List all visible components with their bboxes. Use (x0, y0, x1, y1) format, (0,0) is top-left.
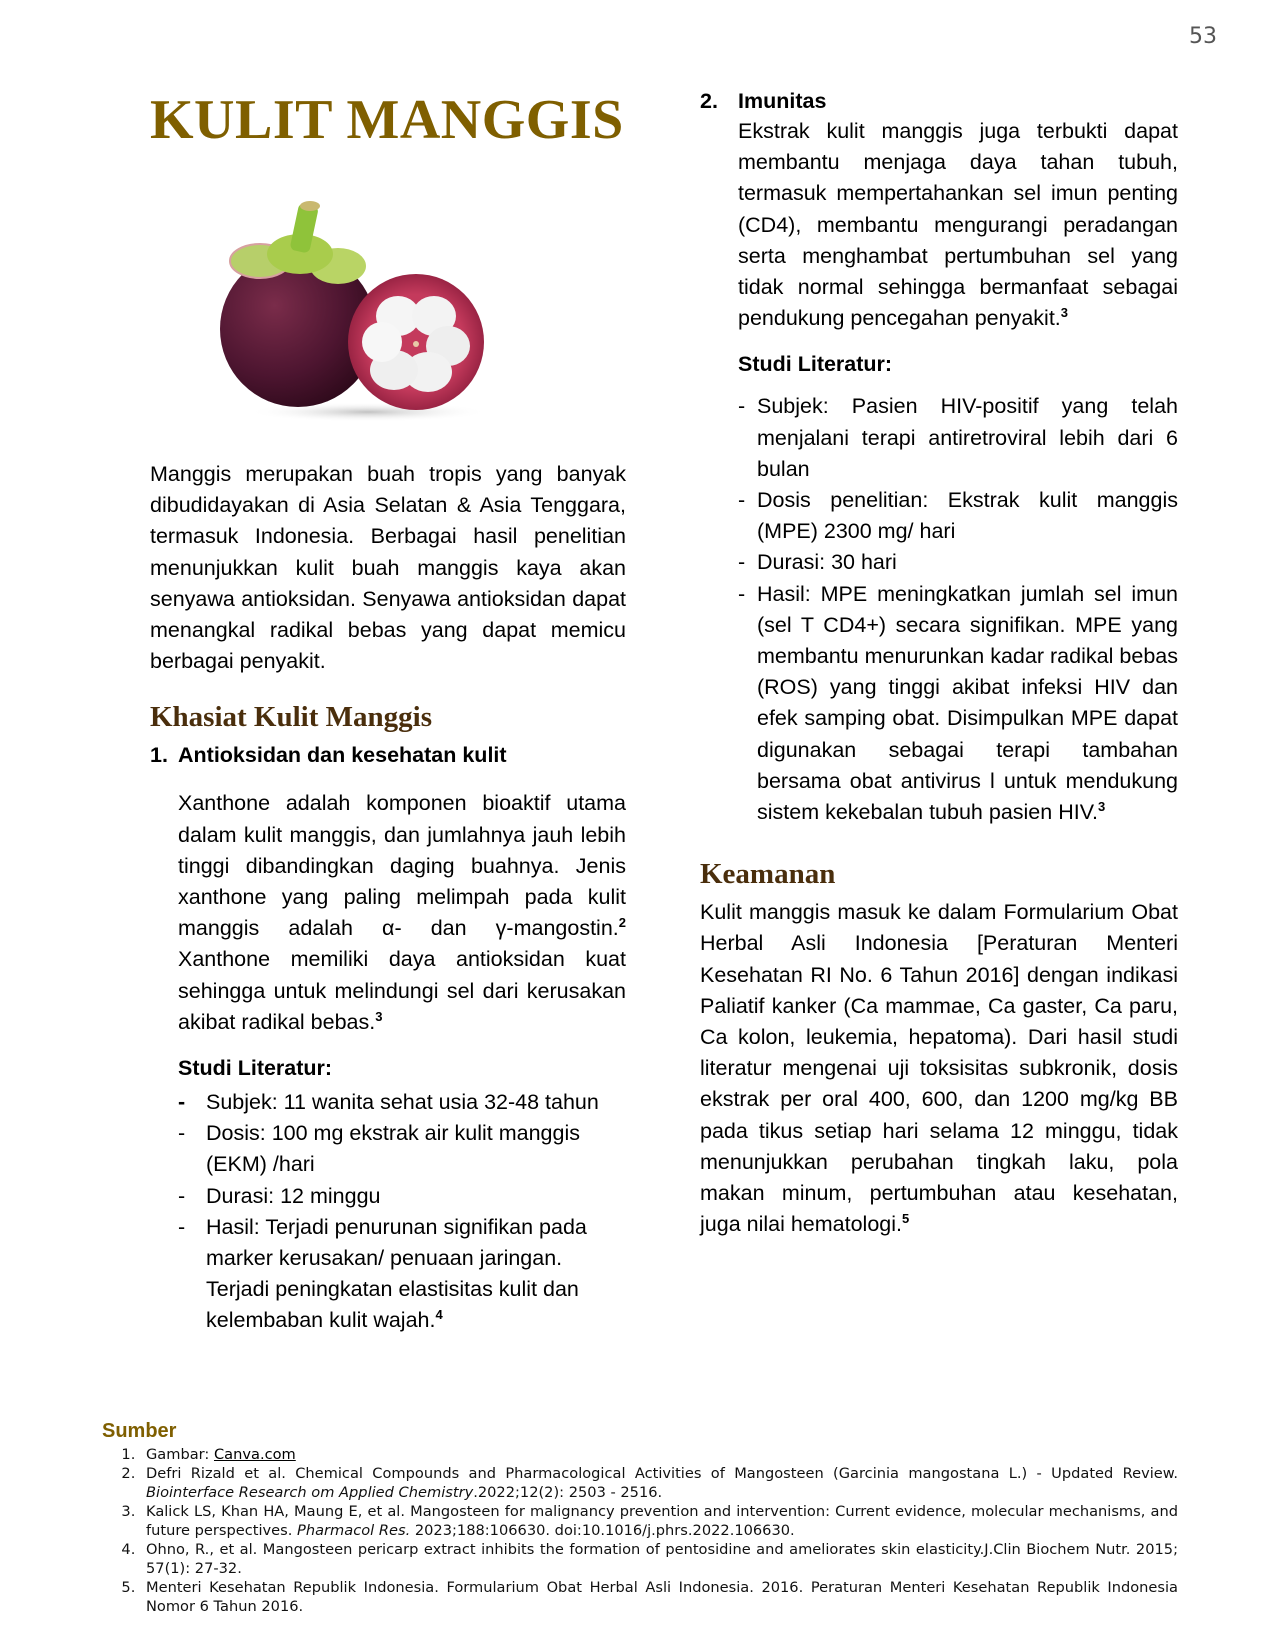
studi-item-text: Dosis penelitian: Ekstrak kulit manggis (MPE) 2300 mg/ hari (757, 488, 1178, 544)
reference-text: Ohno, R., et al. Mangosteen pericarp extract inhibits the formation of pentosidine and ameliorates skin elasticity.J.Clin Biochem Nutr. 2015; 57(1): 27-32. (146, 1541, 1178, 1577)
mangosteen-image (198, 174, 498, 429)
citation-ref: 4 (435, 1307, 443, 1323)
page-number: 53 (1189, 24, 1217, 49)
studi-item (738, 579, 1178, 829)
studi-item (738, 391, 1178, 485)
dash-bullet: - (738, 394, 746, 419)
page-title: KULIT MANGGIS (150, 89, 624, 151)
benefit-2-heading (700, 86, 1178, 116)
dash-bullet: - (178, 1090, 186, 1115)
journal-name: Pharmacol Res. (297, 1522, 411, 1539)
dash-bullet: - (738, 550, 746, 575)
studi-item (178, 1087, 626, 1118)
studi-item (738, 485, 1178, 547)
studi-item (178, 1118, 626, 1180)
benefit-1-title: Antioksidan dan kesehatan kulit (178, 743, 507, 768)
dash-bullet: - (738, 488, 746, 513)
benefit-2-body (738, 116, 1178, 828)
benefit-2-studi-list (738, 391, 1178, 828)
benefit-1-number: 1. (150, 743, 168, 768)
benefit-1-paragraph-a (178, 788, 626, 1038)
mangosteen-illustration (198, 174, 498, 429)
reference-text: Defri Rizald et al. Chemical Compounds and Pharmacological Activities of Mangosteen (Garcinia mangostana L.) - Updated Review. (146, 1465, 1178, 1482)
citation-ref: 5 (902, 1211, 910, 1227)
journal-name: Biointerface Research om Applied Chemistry (146, 1484, 474, 1501)
studi-item-text: Subjek: 11 wanita sehat usia 32-48 tahun (206, 1090, 599, 1115)
reference-item (140, 1464, 1178, 1502)
benefit-2-title: Imunitas (738, 89, 827, 113)
keamanan-heading: Keamanan (700, 858, 836, 891)
studi-item-text: Hasil: MPE meningkatkan jumlah sel imun (sel T CD4+) secara signifikan. MPE yang membantu menurunkan kadar radikal bebas (ROS) yang tinggi akibat infeksi HIV dan efek samping obat. Disimpulkan MPE dapat digunakan sebagai terapi tambahan bersama obat antivirus l untuk mendukung sistem kekebalan tubuh pasien HIV. (757, 581, 1178, 825)
khasiat-heading: Khasiat Kulit Manggis (150, 701, 432, 734)
reference-text: 2023;188:106630. doi:10.1016/j.phrs.2022.106630. (410, 1522, 795, 1539)
reference-text: Menteri Kesehatan Republik Indonesia. Formularium Obat Herbal Asli Indonesia. 2016. Peraturan Menteri Kesehatan Republik Indonesia Nomor 6 Tahun 2016. (146, 1579, 1178, 1615)
dash-bullet: - (738, 581, 746, 606)
studi-item-text: Hasil: Terjadi penurunan signifikan pada marker kerusakan/ penuaan jaringan. Terjadi peningkatan elastisitas kulit dan kelembaban kulit wajah. (206, 1214, 587, 1333)
reference-text: Gambar: (146, 1446, 214, 1463)
dash-bullet: - (178, 1183, 186, 1208)
studi-item-text: Dosis: 100 mg ekstrak air kulit manggis (EKM) /hari (206, 1121, 581, 1177)
citation-ref: 3 (1060, 305, 1069, 321)
reference-item (140, 1445, 1178, 1464)
keamanan-paragraph-text: Kulit manggis masuk ke dalam Formularium Obat Herbal Asli Indonesia [Peraturan Menteri Kesehatan RI No. 6 Tahun 2016] dengan indikasi Paliatif kanker (Ca mammae, Ca gaster, Ca paru, Ca kolon, leukemia, hepatoma). Dari hasil studi literatur mengenai uji toksisitas subkronik, dosis ekstrak per oral 400, 600, dan 1200 mg/kg BB pada tikus setiap hari selama 12 minggu, tidak menunjukkan perubahan tingkah laku, pola makan minum, pertumbuhan atau kesehatan, juga nilai hematologi. (700, 900, 1178, 1237)
keamanan-paragraph (700, 897, 1178, 1240)
dash-bullet: - (178, 1121, 186, 1146)
studi-item-text: Durasi: 30 hari (757, 550, 897, 575)
benefit-2-paragraph-text: Ekstrak kulit manggis juga terbukti dapat membantu menjaga daya tahan tubuh, termasuk mempertahankan sel imun penting (CD4), membantu mengurangi peradangan serta menghambat pertumbuhan sel yang tidak normal sehingga bermanfaat sebagai pendukung pencegahan penyakit. (738, 119, 1178, 331)
right-column (700, 86, 1178, 1241)
benefit-1-paragraph-a-text: Xanthone adalah komponen bioaktif utama dalam kulit manggis, dan jumlahnya jauh lebih tinggi dibandingkan daging buahnya. Jenis xanthone yang paling melimpah pada kulit manggis adalah α- dan γ-mangostin. (178, 791, 626, 941)
dash-bullet: - (178, 1214, 186, 1239)
reference-item (140, 1540, 1178, 1578)
reference-item (140, 1578, 1178, 1616)
citation-ref: 3 (375, 1008, 383, 1024)
sources-section (102, 1420, 1178, 1616)
studi-item (178, 1181, 626, 1212)
citation-ref: 2 (618, 915, 626, 931)
citation-ref: 3 (1098, 798, 1106, 814)
calyx-icon (230, 201, 366, 284)
reference-text: .2022;12(2): 2503 - 2516. (473, 1484, 663, 1501)
intro-paragraph: Manggis merupakan buah tropis yang banyak dibudidayakan di Asia Selatan & Asia Tenggara, termasuk Indonesia. Berbagai hasil penelitian menunjukkan kulit buah manggis kaya akan senyawa antioksidan. Senyawa antioksidan dapat menangkal radikal bebas yang dapat memicu berbagai penyakit. (150, 462, 626, 674)
studi-item (178, 1212, 626, 1337)
benefit-1-body (178, 788, 626, 1336)
studi-item (738, 547, 1178, 578)
left-column (150, 88, 626, 1337)
reference-item (140, 1502, 1178, 1540)
benefit-1-studi-list (178, 1087, 626, 1337)
benefit-1-studi-label: Studi Literatur: (178, 1056, 333, 1081)
reference-list (102, 1445, 1178, 1616)
studi-item-text: Durasi: 12 minggu (206, 1183, 381, 1208)
sources-title: Sumber (102, 1420, 177, 1442)
studi-item-text: Subjek: Pasien HIV-positif yang telah menjalani terapi antiretroviral lebih dari 6 bulan (757, 394, 1178, 481)
reference-text: Kalick LS, Khan HA, Maung E, et al. Mangosteen for malignancy prevention and intervention: Current evidence, molecular mechanisms, and future perspectives. (146, 1503, 1178, 1539)
benefit-2-studi-label: Studi Literatur: (738, 352, 893, 377)
benefit-1-paragraph-b-text: Xanthone memiliki daya antioksidan kuat sehingga untuk melindungi sel dari kerusakan akibat radikal bebas. (178, 947, 626, 1034)
benefit-1-heading (150, 740, 626, 770)
benefit-2-paragraph (738, 116, 1178, 334)
benefit-2-number: 2. (700, 89, 718, 113)
canva-link[interactable]: Canva.com (213, 1446, 296, 1463)
